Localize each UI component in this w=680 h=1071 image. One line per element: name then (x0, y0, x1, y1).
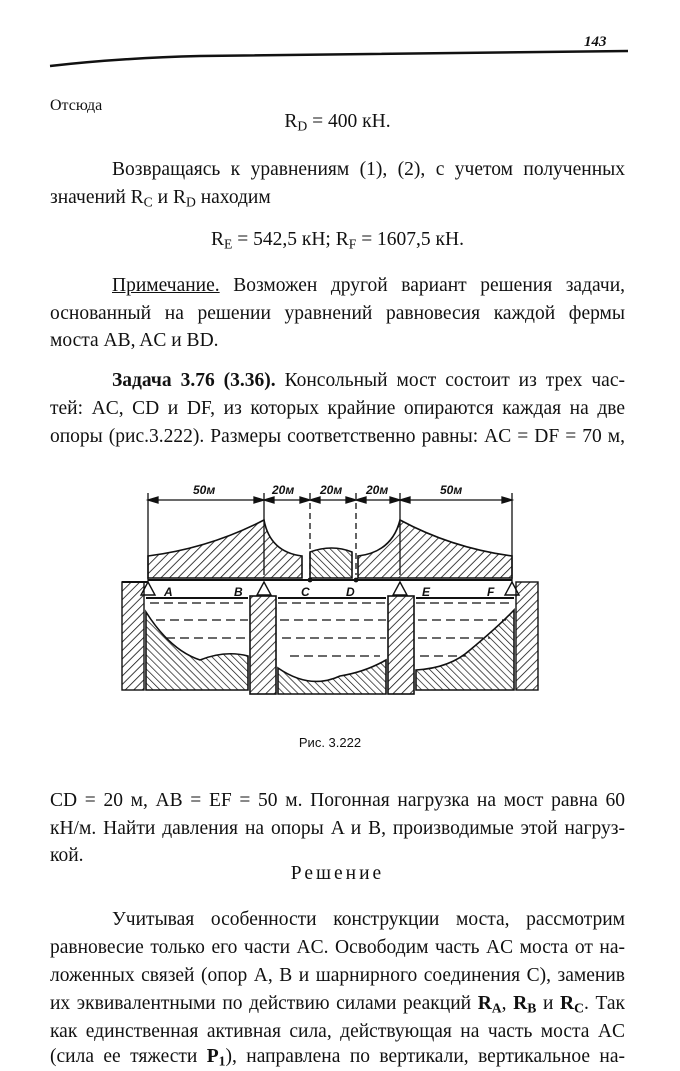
note-line3: моста AB, AC и BD. (50, 330, 219, 351)
dim-label: 20м (366, 483, 389, 497)
cont-line3: кой. (50, 845, 84, 866)
riverbed (146, 610, 514, 694)
water (150, 603, 514, 656)
task-line3: опоры (рис.3.222). Размеры соответственно равны: AC = DF = 70 м, (50, 426, 625, 447)
para1-line2: значений $R_C$ и $R_D$ находим (50, 187, 271, 210)
sol-line6: (сила ее тяжести $P_1$), направлена по вертикали, вертикальное на- (50, 1046, 625, 1069)
sol-line5: как единственная активная сила, действующая на часть моста AC (50, 1021, 625, 1042)
right-abutment (516, 582, 538, 690)
page-number: 143 (584, 34, 607, 50)
cont-line2: кН/м. Найти давления на опоры A и B, производимые этой нагруз- (50, 818, 625, 839)
solution-heading: Решение (290, 863, 385, 884)
bridge-figure (100, 470, 560, 710)
sol-line1: Учитывая особенности конструкции моста, рассмотрим (112, 909, 625, 930)
header-rule (0, 0, 680, 80)
supports (141, 582, 519, 595)
task-line1: Задача 3.76 (3.36). Консольный мост состоит из трех час- (112, 370, 625, 391)
dim-label: 50м (440, 483, 463, 497)
para1-line1: Возвращаясь к уравнениям (1), (2), с учетом полученных (112, 159, 625, 180)
figure-caption: Рис. 3.222 (298, 735, 362, 750)
sol-line2: равновесие только его части AC. Освободим часть AC моста от на- (50, 937, 625, 958)
dim-label: 20м (320, 483, 343, 497)
equation-rd: $R_D = 400$ кН. (284, 111, 391, 134)
label-d: D (346, 585, 355, 599)
lead-word: Отсюда (50, 97, 103, 114)
sol-line4: их эквивалентными по действию силами реакций $R_A$, $R_B$ и $R_C$. Так (50, 993, 626, 1016)
sol-line3: ложенных связей (опор A, B и шарнирного соединения C), заменив (50, 965, 625, 986)
label-b: B (234, 585, 243, 599)
dim-label: 20м (272, 483, 295, 497)
left-abutment (122, 582, 148, 690)
label-f: F (487, 585, 495, 599)
bridge-girders (148, 520, 512, 578)
label-a: A (164, 585, 173, 599)
note-line2: основанный на решении уравнений равновесия каждой фермы (50, 303, 625, 324)
dim-label: 50м (193, 483, 216, 497)
cont-line1: CD = 20 м, AB = EF = 50 м. Погонная нагрузка на мост равна 60 (50, 790, 625, 811)
label-c: C (301, 585, 310, 599)
note-line1: Примечание. Возможен другой вариант решения задачи, (112, 275, 625, 296)
task-line2: тей: AC, CD и DF, из которых крайние опираются каждая на две (50, 398, 625, 419)
equation-re-rf: $R_E = 542,5$ кН; $R_F = 1607,5$ кН. (211, 229, 464, 252)
label-e: E (422, 585, 431, 599)
